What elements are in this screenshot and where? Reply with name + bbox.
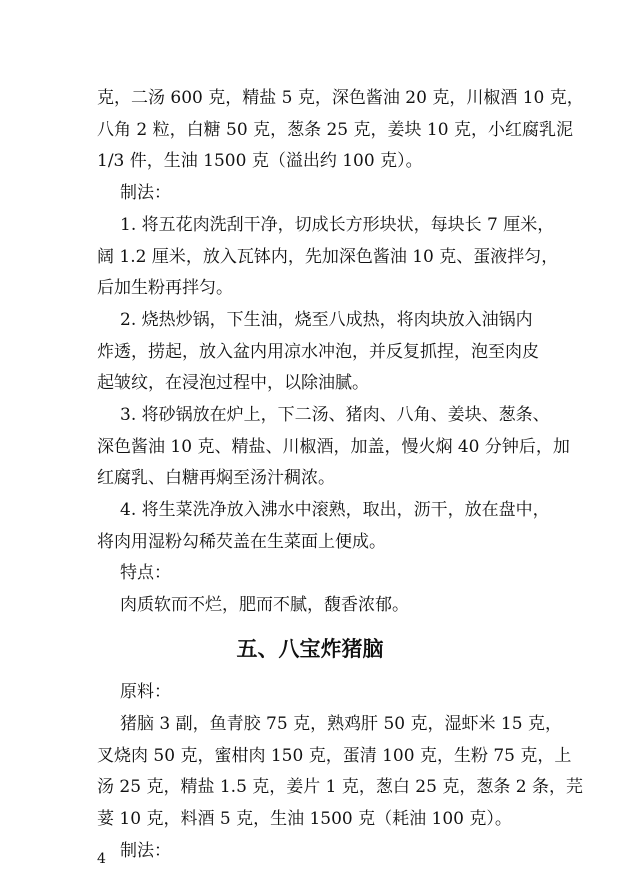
features-label: 特点： — [120, 563, 171, 583]
method-label: 制法： — [120, 183, 171, 203]
step-line: 起皱纹，在浸泡过程中，以除油腻。 — [97, 373, 369, 393]
ingredients-line: 叉烧肉 50 克，蜜柑肉 150 克，蛋清 100 克，生粉 75 克，上 — [97, 746, 572, 766]
step-line: 2. 烧热炒锅，下生油，烧至八成热，将肉块放入油锅内 — [120, 310, 533, 330]
section-title: 五、八宝炸猪脑 — [236, 637, 384, 661]
ingredients-line-1: 克，二汤 600 克，精盐 5 克，深色酱油 20 克，川椒酒 10 克， — [97, 88, 584, 108]
page-number: 4 — [97, 851, 106, 867]
step-line: 炸透，捞起，放入盆内用凉水冲泡，并反复抓捏，泡至肉皮 — [97, 342, 539, 362]
step-line: 将肉用湿粉勾稀芡盖在生菜面上便成。 — [97, 532, 386, 552]
ingredients-line: 荽 10 克，料酒 5 克，生油 1500 克（耗油 100 克）。 — [97, 809, 512, 829]
method-label: 制法： — [120, 841, 171, 861]
ingredients-line: 猪脑 3 副，鱼青胶 75 克，熟鸡肝 50 克，湿虾米 15 克， — [120, 714, 562, 734]
step-line: 4. 将生菜洗净放入沸水中滚熟，取出，沥干，放在盘中， — [120, 500, 550, 520]
step-line: 阔 1.2 厘米，放入瓦钵内，先加深色酱油 10 克、蛋液拌匀， — [97, 247, 559, 267]
ingredients-line: 汤 25 克，精盐 1.5 克，姜片 1 克，葱白 25 克，葱条 2 条，芫 — [97, 777, 583, 797]
step-line: 红腐乳、白糖再焖至汤汁稠浓。 — [97, 468, 335, 488]
ingredients-line-2: 八角 2 粒，白糖 50 克，葱条 25 克，姜块 10 克，小红腐乳泥 — [97, 120, 573, 140]
step-line: 后加生粉再拌匀。 — [97, 278, 233, 298]
step-line: 1. 将五花肉洗刮干净，切成长方形块状，每块长 7 厘米， — [120, 215, 555, 235]
features-text: 肉质软而不烂，肥而不腻，馥香浓郁。 — [120, 595, 409, 615]
ingredients-line-3: 1/3 件，生油 1500 克（溢出约 100 克）。 — [97, 151, 423, 171]
step-line: 3. 将砂锅放在炉上，下二汤、猪肉、八角、姜块、葱条、 — [120, 405, 550, 425]
step-line: 深色酱油 10 克、精盐、川椒酒，加盖，慢火焖 40 分钟后，加 — [97, 437, 570, 457]
ingredients-label: 原料： — [120, 682, 171, 702]
